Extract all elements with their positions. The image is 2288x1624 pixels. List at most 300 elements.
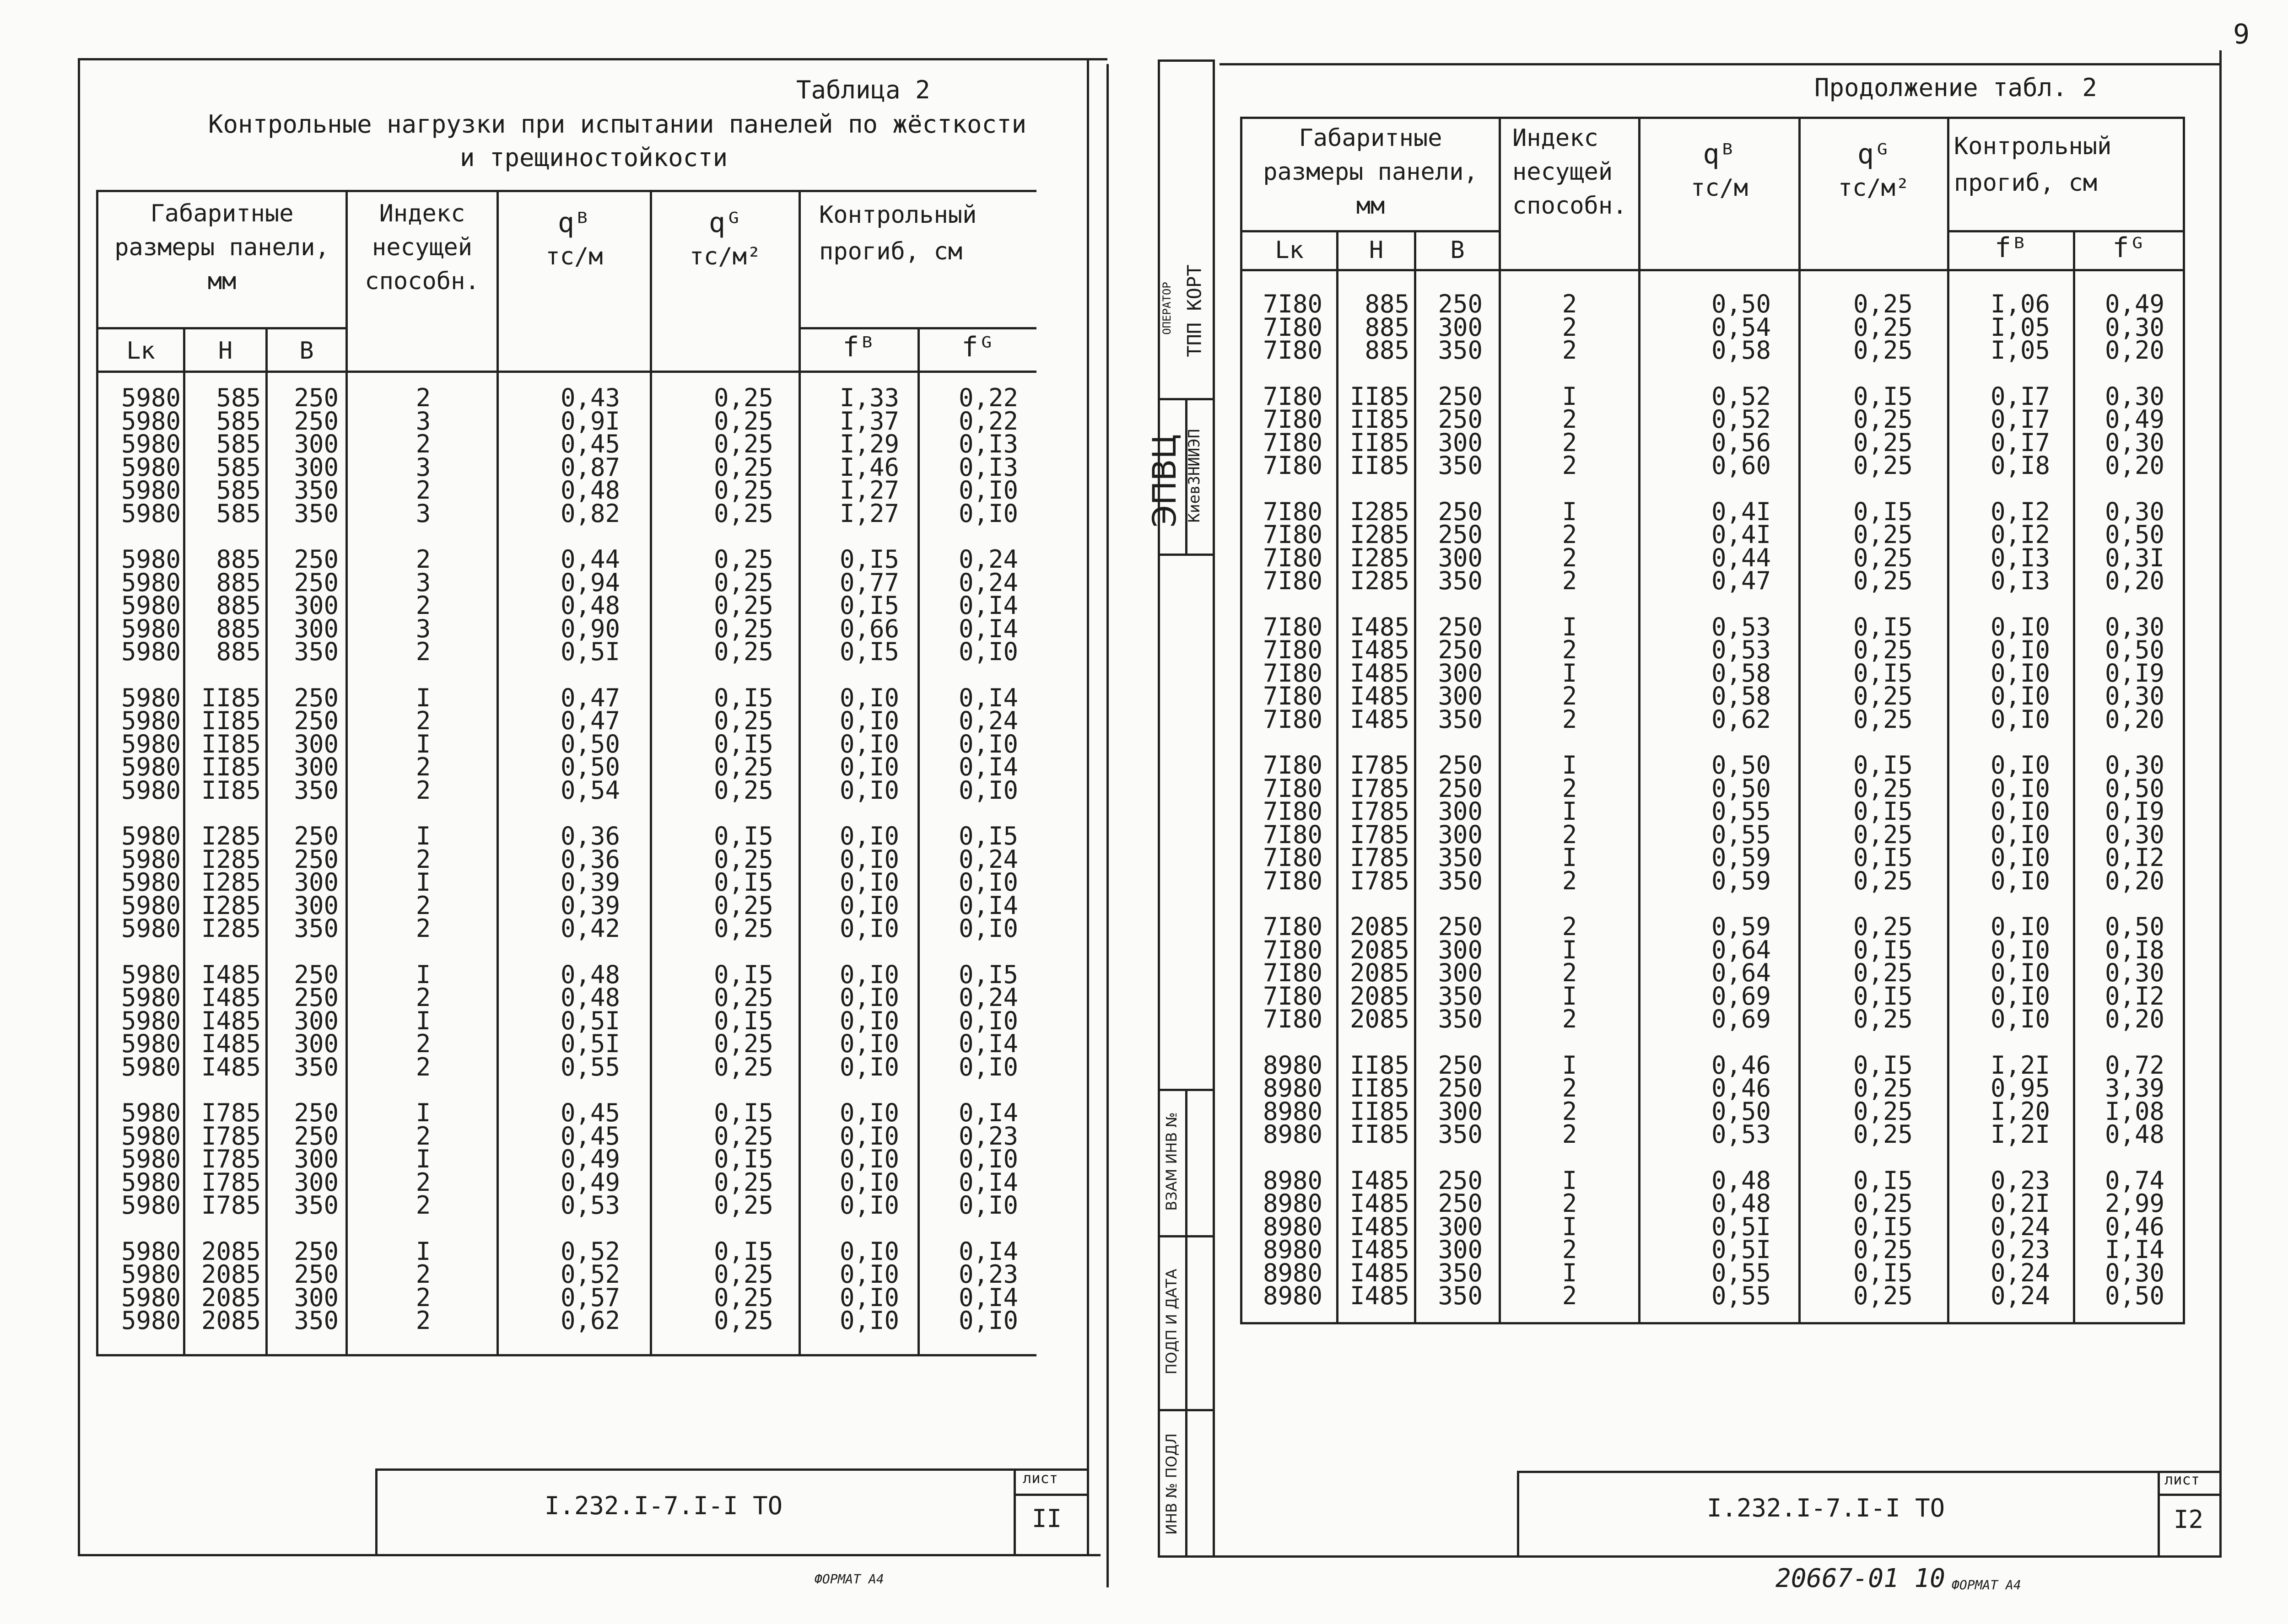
cell-fg: 0,I0 bbox=[958, 1006, 1018, 1035]
cell-fv: 0,I0 bbox=[839, 753, 899, 781]
cell-lk: 8980 bbox=[1263, 1166, 1322, 1195]
r-header-deflection-line1: Контрольный bbox=[1954, 133, 2112, 160]
cell-fg: 0,24 bbox=[958, 706, 1018, 735]
cell-index: 2 bbox=[416, 637, 431, 666]
cell-index: I bbox=[1562, 1050, 1577, 1080]
cell-index: 2 bbox=[1562, 704, 1577, 734]
cell-b: 250 bbox=[294, 683, 339, 712]
cell-fg: 0,I8 bbox=[2105, 935, 2164, 964]
cell-qg: 0,I5 bbox=[1853, 797, 1913, 826]
cell-h: I285 bbox=[1349, 543, 1409, 572]
cell-qg: 0,I5 bbox=[713, 1006, 773, 1035]
cell-fv: 0,I0 bbox=[839, 960, 899, 989]
header-index-line1: Индекс bbox=[379, 200, 465, 227]
cell-fv: I,29 bbox=[839, 430, 899, 458]
cell-qg: 0,I5 bbox=[1853, 843, 1913, 872]
header-qv-unit: тс/м bbox=[545, 243, 603, 270]
cell-h: 2085 bbox=[1349, 1005, 1409, 1033]
cell-lk: 5980 bbox=[121, 729, 181, 758]
header-index-line2: несущей bbox=[372, 234, 473, 261]
cell-fg: I,08 bbox=[2105, 1097, 2164, 1126]
cell-fg: 0,I0 bbox=[958, 637, 1018, 666]
cell-fv: 0,I0 bbox=[839, 683, 899, 712]
cell-lk: 7I80 bbox=[1263, 290, 1322, 318]
cell-fg: 0,I2 bbox=[2105, 843, 2164, 872]
cell-h: II85 bbox=[201, 729, 261, 758]
cell-h: II85 bbox=[1349, 405, 1409, 434]
cell-qg: 0,25 bbox=[1853, 1189, 1913, 1218]
cell-fg: 0,22 bbox=[958, 383, 1018, 412]
cell-b: 250 bbox=[1438, 612, 1483, 641]
cell-b: 350 bbox=[1438, 1005, 1483, 1033]
cell-lk: 5980 bbox=[121, 1052, 181, 1081]
cell-fv: I,2I bbox=[1990, 1120, 2050, 1149]
cell-qg: 0,25 bbox=[713, 614, 773, 643]
header-b: B bbox=[299, 337, 314, 365]
cell-h: I485 bbox=[201, 1006, 261, 1035]
cell-qg: 0,25 bbox=[713, 430, 773, 458]
cell-qv: 0,42 bbox=[560, 914, 620, 943]
cell-h: II85 bbox=[1349, 1074, 1409, 1102]
header-fv: fᴮ bbox=[842, 331, 876, 363]
cell-fg: 0,20 bbox=[2105, 866, 2164, 895]
cell-qg: 0,25 bbox=[713, 637, 773, 666]
cell-qg: 0,25 bbox=[713, 891, 773, 920]
cell-fg: 0,30 bbox=[2105, 497, 2164, 526]
cell-fg: 0,I0 bbox=[958, 1191, 1018, 1220]
cell-qg: 0,I5 bbox=[1853, 658, 1913, 688]
cell-index: I bbox=[416, 1006, 431, 1035]
cell-b: 250 bbox=[1438, 405, 1483, 434]
header-size-line1: Габаритные bbox=[150, 200, 294, 227]
cell-h: II85 bbox=[201, 683, 261, 712]
cell-b: 250 bbox=[1438, 635, 1483, 664]
header-h: H bbox=[218, 337, 233, 365]
r-header-index-line1: Индекс bbox=[1512, 124, 1598, 152]
cell-h: II85 bbox=[1349, 1120, 1409, 1149]
cell-fg: 0,30 bbox=[2105, 820, 2164, 849]
cell-index: I bbox=[416, 683, 431, 712]
cell-qg: 0,25 bbox=[713, 1052, 773, 1081]
cell-b: 250 bbox=[1438, 1074, 1483, 1102]
cell-b: 250 bbox=[294, 383, 339, 412]
cell-index: 2 bbox=[416, 430, 431, 458]
cell-b: 350 bbox=[1438, 451, 1483, 480]
cell-index: 2 bbox=[416, 1052, 431, 1081]
cell-b: 300 bbox=[294, 891, 339, 920]
cell-fg: 0,3I bbox=[2105, 543, 2164, 572]
cell-qg: 0,25 bbox=[1853, 820, 1913, 849]
cell-b: 250 bbox=[294, 406, 339, 436]
cell-fg: 0,50 bbox=[2105, 774, 2164, 803]
cell-fv: 0,I0 bbox=[1990, 958, 2050, 987]
cell-index: I bbox=[416, 868, 431, 897]
cell-fv: 0,I0 bbox=[839, 1052, 899, 1081]
cell-b: 350 bbox=[294, 499, 339, 528]
cell-b: 250 bbox=[1438, 290, 1483, 318]
cell-fg: 0,I4 bbox=[958, 1237, 1018, 1266]
cell-h: I485 bbox=[1349, 1166, 1409, 1195]
cell-fg: 0,49 bbox=[2105, 405, 2164, 434]
cell-fv: 0,2I bbox=[1990, 1189, 2050, 1218]
cell-fv: 0,I0 bbox=[1990, 774, 2050, 803]
cell-b: 350 bbox=[294, 1306, 339, 1335]
cell-fg: 0,I4 bbox=[958, 614, 1018, 643]
cell-lk: 7I80 bbox=[1263, 451, 1322, 480]
cell-h: II85 bbox=[1349, 1050, 1409, 1080]
cell-qv: 0,58 bbox=[1711, 658, 1771, 688]
r-header-size-line3: мм bbox=[1356, 192, 1385, 220]
cell-fv: 0,I7 bbox=[1990, 405, 2050, 434]
cell-qv: 0,62 bbox=[560, 1306, 620, 1335]
cell-index: 2 bbox=[1562, 866, 1577, 895]
cell-qv: 0,64 bbox=[1711, 935, 1771, 964]
cell-index: 2 bbox=[416, 591, 431, 620]
cell-fv: 0,I0 bbox=[1990, 820, 2050, 849]
cell-fv: I,06 bbox=[1990, 290, 2050, 318]
r-header-fv: fᴮ bbox=[1994, 232, 2028, 264]
cell-h: 2085 bbox=[201, 1260, 261, 1289]
cell-fv: 0,I0 bbox=[839, 1283, 899, 1312]
cell-index: 2 bbox=[1562, 820, 1577, 849]
cell-fv: 0,I0 bbox=[839, 914, 899, 943]
cell-b: 350 bbox=[1438, 336, 1483, 365]
cell-b: 250 bbox=[294, 983, 339, 1012]
cell-b: 300 bbox=[1438, 1212, 1483, 1241]
cell-fv: 0,I3 bbox=[1990, 566, 2050, 595]
cell-fg: 0,50 bbox=[2105, 1281, 2164, 1310]
cell-fg: 0,30 bbox=[2105, 751, 2164, 780]
cell-lk: 5980 bbox=[121, 568, 181, 597]
cell-index: 2 bbox=[416, 753, 431, 781]
cell-h: 2085 bbox=[1349, 935, 1409, 964]
cell-index: 3 bbox=[416, 614, 431, 643]
cell-fg: 3,39 bbox=[2105, 1074, 2164, 1102]
cell-b: 350 bbox=[294, 775, 339, 805]
cell-h: II85 bbox=[201, 775, 261, 805]
cell-index: 2 bbox=[416, 891, 431, 920]
tpp-label: ТПП КОРТ bbox=[1183, 264, 1206, 357]
page-mark: 9 bbox=[2233, 18, 2250, 50]
cell-lk: 7I80 bbox=[1263, 497, 1322, 526]
operator-label: ОПЕРАТОР bbox=[1160, 282, 1173, 335]
cell-qg: 0,25 bbox=[1853, 1120, 1913, 1149]
header-index-line3: способн. bbox=[365, 268, 480, 295]
cell-lk: 5980 bbox=[121, 960, 181, 989]
cell-qg: 0,25 bbox=[1853, 635, 1913, 664]
cell-qv: 0,39 bbox=[560, 868, 620, 897]
cell-lk: 5980 bbox=[121, 1098, 181, 1127]
sheet-label: лист bbox=[1023, 1469, 1058, 1487]
cell-qv: 0,45 bbox=[560, 430, 620, 458]
cell-qg: 0,25 bbox=[1853, 774, 1913, 803]
cell-qv: 0,54 bbox=[560, 775, 620, 805]
cell-h: 885 bbox=[216, 614, 261, 643]
cell-b: 350 bbox=[1438, 866, 1483, 895]
cell-fv: 0,I0 bbox=[839, 1145, 899, 1173]
cell-b: 300 bbox=[1438, 935, 1483, 964]
header-lk: Lк bbox=[126, 337, 155, 365]
cell-fg: 0,20 bbox=[2105, 704, 2164, 734]
cell-b: 250 bbox=[1438, 774, 1483, 803]
cell-fv: 0,I0 bbox=[839, 1191, 899, 1220]
cell-b: 350 bbox=[1438, 1258, 1483, 1287]
cell-fg: 0,50 bbox=[2105, 635, 2164, 664]
cell-fv: 0,I0 bbox=[839, 983, 899, 1012]
cell-fv: 0,23 bbox=[1990, 1235, 2050, 1264]
cell-lk: 7I80 bbox=[1263, 520, 1322, 549]
cell-qv: 0,5I bbox=[560, 1006, 620, 1035]
cell-qg: 0,25 bbox=[713, 775, 773, 805]
cell-fg: 0,24 bbox=[958, 983, 1018, 1012]
cell-b: 250 bbox=[1438, 1166, 1483, 1195]
cell-lk: 7I80 bbox=[1263, 866, 1322, 895]
cell-qg: 0,I5 bbox=[1853, 751, 1913, 780]
cell-fv: 0,I0 bbox=[1990, 1005, 2050, 1033]
table-label: Таблица 2 bbox=[796, 75, 930, 104]
cell-qv: 0,48 bbox=[560, 591, 620, 620]
cell-b: 250 bbox=[1438, 497, 1483, 526]
cell-lk: 7I80 bbox=[1263, 1005, 1322, 1033]
cell-b: 350 bbox=[1438, 1281, 1483, 1310]
cell-index: 2 bbox=[1562, 520, 1577, 549]
cell-qv: 0,48 bbox=[1711, 1189, 1771, 1218]
cell-lk: 5980 bbox=[121, 1167, 181, 1197]
cell-qg: 0,I5 bbox=[713, 729, 773, 758]
cell-b: 300 bbox=[294, 753, 339, 781]
cell-b: 350 bbox=[294, 1191, 339, 1220]
cell-fv: I,33 bbox=[839, 383, 899, 412]
cell-fv: I,27 bbox=[839, 476, 899, 505]
cell-lk: 8980 bbox=[1263, 1258, 1322, 1287]
cell-fv: 0,I0 bbox=[839, 1006, 899, 1035]
cell-fg: 0,I3 bbox=[958, 452, 1018, 482]
cell-qv: 0,44 bbox=[1711, 543, 1771, 572]
cell-fg: 0,I5 bbox=[958, 822, 1018, 850]
cell-qv: 0,45 bbox=[560, 1121, 620, 1151]
cell-index: I bbox=[1562, 1166, 1577, 1195]
cell-b: 250 bbox=[1438, 520, 1483, 549]
cell-h: 885 bbox=[216, 591, 261, 620]
cell-h: I485 bbox=[1349, 1235, 1409, 1264]
cell-lk: 7I80 bbox=[1263, 382, 1322, 411]
cell-b: 250 bbox=[294, 545, 339, 574]
cell-fv: 0,I0 bbox=[1990, 797, 2050, 826]
cell-qg: 0,25 bbox=[1853, 912, 1913, 941]
cell-qv: 0,55 bbox=[1711, 1258, 1771, 1287]
cell-fv: I,05 bbox=[1990, 312, 2050, 342]
cell-h: I785 bbox=[201, 1191, 261, 1220]
cell-h: 885 bbox=[216, 545, 261, 574]
cell-fg: 0,50 bbox=[2105, 912, 2164, 941]
cell-lk: 5980 bbox=[121, 545, 181, 574]
cell-index: I bbox=[1562, 751, 1577, 780]
cell-qg: 0,25 bbox=[713, 1121, 773, 1151]
cell-qv: 0,5I bbox=[1711, 1212, 1771, 1241]
header-qg-unit: тс/м² bbox=[689, 243, 761, 270]
cell-b: 300 bbox=[294, 430, 339, 458]
cell-index: I bbox=[416, 822, 431, 850]
cell-qv: 0,45 bbox=[560, 1098, 620, 1127]
cell-lk: 7I80 bbox=[1263, 958, 1322, 987]
cell-qg: 0,25 bbox=[713, 1191, 773, 1220]
cell-fg: 0,I0 bbox=[958, 775, 1018, 805]
cell-qg: 0,25 bbox=[713, 406, 773, 436]
cell-h: I785 bbox=[1349, 866, 1409, 895]
cell-index: 2 bbox=[1562, 336, 1577, 365]
cell-lk: 5980 bbox=[121, 1006, 181, 1035]
cell-qg: 0,I5 bbox=[1853, 981, 1913, 1011]
cell-qv: 0,64 bbox=[1711, 958, 1771, 987]
cell-qg: 0,25 bbox=[1853, 451, 1913, 480]
cell-h: I485 bbox=[201, 960, 261, 989]
cell-qv: 0,82 bbox=[560, 499, 620, 528]
cell-qv: 0,54 bbox=[1711, 312, 1771, 342]
cell-qg: 0,25 bbox=[1853, 1097, 1913, 1126]
cell-h: II85 bbox=[201, 753, 261, 781]
cell-qg: 0,25 bbox=[1853, 336, 1913, 365]
cell-fg: 0,23 bbox=[958, 1260, 1018, 1289]
cell-lk: 7I80 bbox=[1263, 820, 1322, 849]
cell-b: 350 bbox=[294, 476, 339, 505]
cell-lk: 5980 bbox=[121, 914, 181, 943]
cell-b: 250 bbox=[294, 706, 339, 735]
cell-index: I bbox=[416, 729, 431, 758]
cell-index: 2 bbox=[416, 1029, 431, 1058]
cell-lk: 7I80 bbox=[1263, 704, 1322, 734]
cell-lk: 5980 bbox=[121, 775, 181, 805]
cell-index: I bbox=[416, 960, 431, 989]
cell-lk: 7I80 bbox=[1263, 912, 1322, 941]
cell-index: 2 bbox=[1562, 428, 1577, 457]
cell-h: I285 bbox=[201, 868, 261, 897]
header-qg: qᴳ bbox=[708, 207, 742, 239]
cell-qv: 0,47 bbox=[560, 683, 620, 712]
cell-qv: 0,47 bbox=[1711, 566, 1771, 595]
vzam-inv-label: ВЗАМ ИНВ № bbox=[1163, 1112, 1180, 1211]
cell-b: 350 bbox=[1438, 981, 1483, 1011]
cell-qg: 0,I5 bbox=[713, 1145, 773, 1173]
cell-qg: 0,I5 bbox=[1853, 612, 1913, 641]
cell-fg: 0,I0 bbox=[958, 868, 1018, 897]
archive-number: 20667-01 10 bbox=[1775, 1564, 1945, 1593]
cell-qg: 0,25 bbox=[1853, 543, 1913, 572]
cell-fg: I,I4 bbox=[2105, 1235, 2164, 1264]
cell-qv: 0,44 bbox=[560, 545, 620, 574]
cell-fv: 0,I0 bbox=[839, 1306, 899, 1335]
cell-index: 2 bbox=[1562, 1281, 1577, 1310]
cell-qv: 0,55 bbox=[1711, 1281, 1771, 1310]
cell-qv: 0,4I bbox=[1711, 497, 1771, 526]
header-size-line3: мм bbox=[207, 268, 237, 295]
cell-qg: 0,25 bbox=[713, 1306, 773, 1335]
cell-fv: I,46 bbox=[839, 452, 899, 482]
cell-qg: 0,25 bbox=[713, 753, 773, 781]
cell-qg: 0,25 bbox=[713, 1283, 773, 1312]
cell-b: 300 bbox=[294, 1283, 339, 1312]
cell-index: 2 bbox=[1562, 1189, 1577, 1218]
cell-qg: 0,25 bbox=[713, 706, 773, 735]
cell-fv: 0,I0 bbox=[839, 891, 899, 920]
cell-h: 585 bbox=[216, 499, 261, 528]
cell-lk: 5980 bbox=[121, 452, 181, 482]
cell-qg: 0,25 bbox=[713, 476, 773, 505]
cell-fg: 0,I4 bbox=[958, 683, 1018, 712]
sheet-number: II bbox=[1032, 1504, 1062, 1533]
cell-fv: 0,I7 bbox=[1990, 428, 2050, 457]
cell-lk: 5980 bbox=[121, 499, 181, 528]
r-header-size-line1: Габаритные bbox=[1299, 124, 1442, 152]
cell-index: I bbox=[1562, 797, 1577, 826]
header-fg: fᴳ bbox=[961, 331, 995, 363]
cell-fv: I,20 bbox=[1990, 1097, 2050, 1126]
r-sheet-label: лист bbox=[2164, 1471, 2200, 1488]
cell-h: 585 bbox=[216, 383, 261, 412]
cell-fv: 0,I5 bbox=[839, 637, 899, 666]
cell-qv: 0,47 bbox=[560, 706, 620, 735]
cell-qv: 0,59 bbox=[1711, 912, 1771, 941]
cell-b: 300 bbox=[294, 868, 339, 897]
cell-fv: 0,I0 bbox=[1990, 682, 2050, 710]
cell-fv: 0,I0 bbox=[1990, 751, 2050, 780]
cell-lk: 5980 bbox=[121, 753, 181, 781]
cell-fv: 0,I0 bbox=[839, 1237, 899, 1266]
cell-index: I bbox=[1562, 1258, 1577, 1287]
cell-lk: 7I80 bbox=[1263, 635, 1322, 664]
r-header-h: H bbox=[1369, 237, 1384, 264]
cell-lk: 7I80 bbox=[1263, 543, 1322, 572]
cell-index: 2 bbox=[416, 1191, 431, 1220]
cell-lk: 5980 bbox=[121, 1306, 181, 1335]
cell-index: 2 bbox=[416, 1306, 431, 1335]
cell-fg: 0,30 bbox=[2105, 428, 2164, 457]
cell-fg: 2,99 bbox=[2105, 1189, 2164, 1218]
cell-index: I bbox=[416, 1237, 431, 1266]
cell-b: 350 bbox=[1438, 566, 1483, 595]
cell-h: 2085 bbox=[201, 1237, 261, 1266]
cell-fg: 0,20 bbox=[2105, 451, 2164, 480]
cell-qg: 0,25 bbox=[1853, 1005, 1913, 1033]
cell-qg: 0,I5 bbox=[713, 1237, 773, 1266]
cell-h: I485 bbox=[1349, 704, 1409, 734]
cell-fv: 0,I0 bbox=[1990, 866, 2050, 895]
cell-qv: 0,62 bbox=[1711, 704, 1771, 734]
cell-b: 300 bbox=[294, 1145, 339, 1173]
cell-lk: 7I80 bbox=[1263, 935, 1322, 964]
cell-b: 250 bbox=[1438, 912, 1483, 941]
cell-qg: 0,I5 bbox=[1853, 1050, 1913, 1080]
cell-lk: 7I80 bbox=[1263, 428, 1322, 457]
cell-h: 885 bbox=[1365, 312, 1409, 342]
cell-fg: 0,I0 bbox=[958, 476, 1018, 505]
cell-index: I bbox=[1562, 1212, 1577, 1241]
r-header-fg: fᴳ bbox=[2112, 232, 2146, 264]
cell-qg: 0,25 bbox=[713, 545, 773, 574]
cell-qv: 0,5I bbox=[1711, 1235, 1771, 1264]
cell-fg: 0,I0 bbox=[958, 914, 1018, 943]
cell-lk: 5980 bbox=[121, 1283, 181, 1312]
cell-qv: 0,48 bbox=[560, 960, 620, 989]
cell-fg: 0,I0 bbox=[958, 499, 1018, 528]
cell-qv: 0,58 bbox=[1711, 682, 1771, 710]
cell-qv: 0,55 bbox=[1711, 797, 1771, 826]
cell-h: 2085 bbox=[1349, 958, 1409, 987]
cell-fv: I,27 bbox=[839, 499, 899, 528]
cell-h: I485 bbox=[201, 1052, 261, 1081]
cell-b: 300 bbox=[1438, 1235, 1483, 1264]
cell-qg: 0,25 bbox=[1853, 312, 1913, 342]
cell-lk: 5980 bbox=[121, 591, 181, 620]
